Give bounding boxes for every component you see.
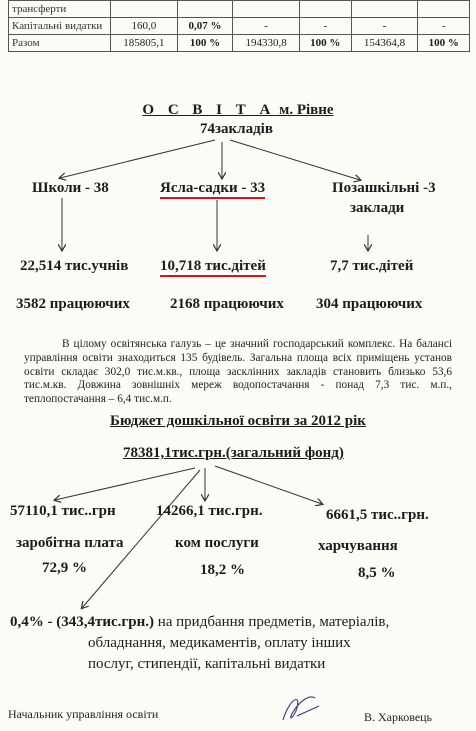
title-city: м. Рівне <box>275 102 334 118</box>
utilities-percent: 18,2 % <box>200 562 245 578</box>
kindergartens-staff: 2168 працюючих <box>170 296 284 312</box>
utilities-label: ком послуги <box>175 535 259 551</box>
title-word: О С В І Т А <box>142 102 276 118</box>
table-cell: 194330,8 <box>233 35 300 52</box>
row-label: трансферти <box>9 1 111 18</box>
description-paragraph: В цілому освітянська галузь – це значний господарський комплекс. На балансі управління освіти знаходиться 135 будівель. Загальна площа всіх приміщень установ освіти складає 302,0 тис.м.кв., площа засклінних закладів становить близько 53,6 тис.м.кв. Довжина зовнішніх мереж водопостачання - понад 7,3 тис. м.п., теплопостачання – 6,4 тис.м.п. <box>24 338 452 406</box>
branch-extracurricular: Позашкільні -3 <box>332 180 436 196</box>
handwritten-signature <box>275 690 325 728</box>
table-cell: 100 % <box>300 35 352 52</box>
kindergartens-children: 10,718 тис.дітей <box>160 258 266 277</box>
table-cell: 154364,8 <box>351 35 418 52</box>
branch-schools: Школи - 38 <box>32 180 109 196</box>
table-cell: - <box>233 18 300 35</box>
arrow <box>55 468 195 500</box>
food-label: харчування <box>318 538 398 554</box>
branch-extracurricular-line2: заклади <box>350 200 405 216</box>
schools-staff: 3582 працюючих <box>16 296 130 312</box>
signature-position: Начальник управління освіти <box>8 707 159 721</box>
other-expenses-line1 <box>10 614 389 631</box>
arrow <box>60 140 215 178</box>
other-expenses-line3: послуг, стипендії, капітальні видатки <box>88 656 326 672</box>
table-cell: 185805,1 <box>111 35 178 52</box>
food-amount: 6661,5 тис..грн. <box>326 507 429 523</box>
other-expenses-text: на придбання предметів, матеріалів, <box>153 614 390 630</box>
table-cell: 100 % <box>177 35 232 52</box>
table-cell: 100 % <box>418 35 470 52</box>
food-percent: 8,5 % <box>358 565 396 581</box>
total-institutions: 74закладів <box>200 121 273 137</box>
signature-name: В. Харковець <box>364 710 433 724</box>
budget-total: 78381,1тис.грн.(загальний фонд) <box>123 445 344 461</box>
row-label: Разом <box>9 35 111 52</box>
salary-label: заробітна плата <box>16 535 124 551</box>
salary-percent: 72,9 % <box>42 560 87 576</box>
schools-students: 22,514 тис.учнів <box>20 258 129 274</box>
table-cell: 160,0 <box>111 18 178 35</box>
salary-amount: 57110,1 тис..грн <box>10 503 116 519</box>
education-title <box>0 102 476 119</box>
other-expenses-amount: 0,4% - (343,4тис.грн.) <box>10 614 154 630</box>
budget-title: Бюджет дошкільної освіти за 2012 рік <box>110 413 366 429</box>
arrow <box>230 140 360 180</box>
extracurricular-children: 7,7 тис.дітей <box>330 258 414 274</box>
table-cell: - <box>418 18 470 35</box>
arrow <box>215 466 322 504</box>
extracurricular-staff: 304 працюючих <box>316 296 423 312</box>
table-cell: - <box>300 18 352 35</box>
table-cell: - <box>351 18 418 35</box>
utilities-amount: 14266,1 тис.грн. <box>156 503 263 519</box>
branch-kindergartens: Ясла-садки - 33 <box>160 180 265 199</box>
table-cell: 0,07 % <box>177 18 232 35</box>
other-expenses-line2: обладнання, медикаментів, оплату інших <box>88 635 351 651</box>
row-label: Капітальні видатки <box>9 18 111 35</box>
